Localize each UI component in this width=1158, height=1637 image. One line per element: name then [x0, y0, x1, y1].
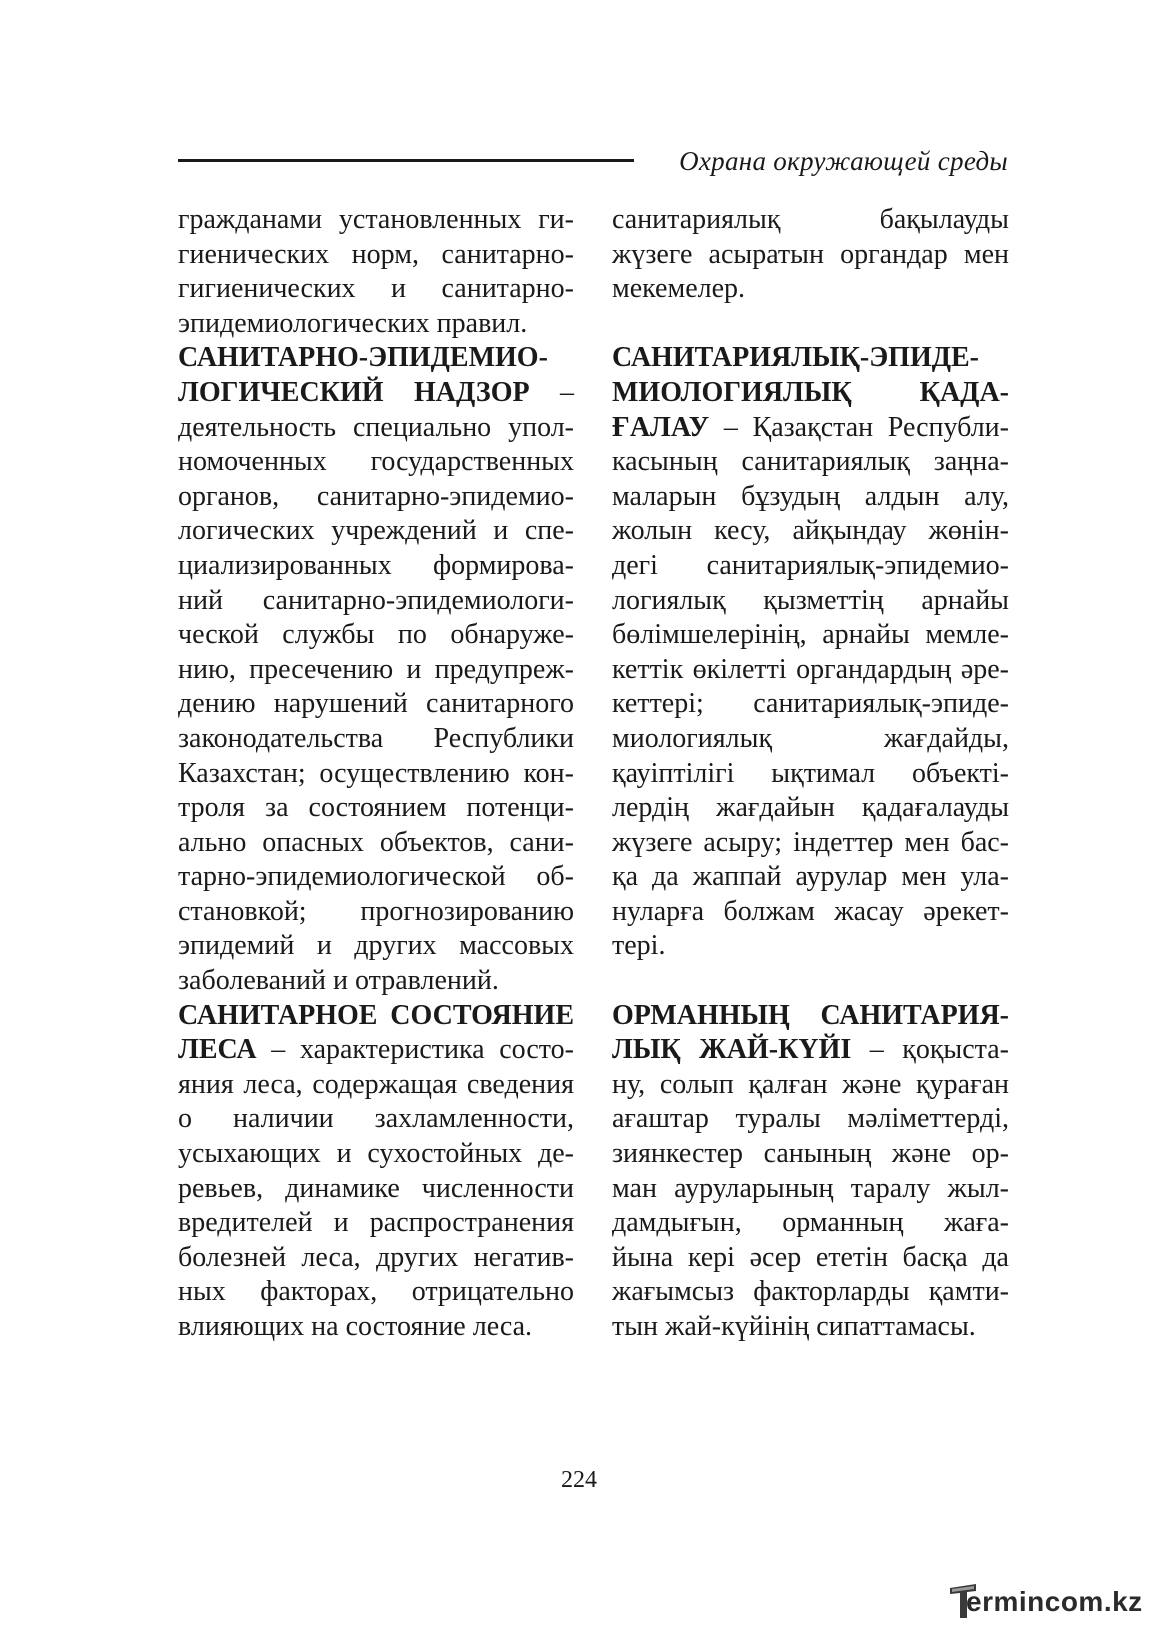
paragraph-gap [612, 307, 1009, 342]
text-line: ну, солып қалған және қураған [612, 1068, 1009, 1100]
watermark-text: ermincom.kz [966, 1586, 1143, 1617]
entry-term: ҒАЛАУ [612, 411, 710, 443]
text-line: законодательства Республики [178, 722, 574, 754]
entry-term-line [178, 1033, 574, 1068]
entry-term: ЛЕСА [178, 1034, 257, 1066]
right-column [612, 203, 1009, 1345]
text-line: усыхающих и сухостойных де- [178, 1138, 574, 1170]
text-line: вредителей и распространения [178, 1207, 574, 1239]
entry-term-line [612, 411, 1009, 446]
text-line: санитариялық бақылауды [612, 204, 1009, 235]
entry-definition-start: – Қазақстан Республи- [709, 411, 1009, 443]
running-title: Охрана окружающей среды [679, 146, 1008, 176]
entry-term: ОРМАННЫҢ САНИТАРИЯ- [612, 999, 1009, 1031]
entry-term: САНИТАРНО-ЭПИДЕМИО- [178, 342, 548, 374]
text-line: тарно-эпидемиологической об- [178, 861, 574, 893]
entry-definition-start: – қоқыста- [851, 1034, 1010, 1066]
text-line: нию, пресечению и предупреж- [178, 653, 574, 685]
entry-term: ЛЫҚ ЖАЙ-КҮЙІ [612, 1034, 852, 1066]
entry-term: САНИТАРНОЕ СОСТОЯНИЕ [178, 999, 574, 1031]
text-line: о наличии захламленности, [178, 1103, 574, 1135]
text-line: миологиялық жағдайды, [612, 722, 1009, 754]
paragraph-gap [612, 964, 1009, 999]
page-number: 224 [561, 1467, 597, 1493]
entry-definition-start: – характеристика состо- [256, 1034, 574, 1066]
text-line: гражданами установленных ги- [178, 204, 574, 235]
text-line: ческой службы по обнаруже- [178, 619, 574, 651]
text-line: ных факторах, отрицательно [178, 1276, 574, 1308]
text-line: жүзеге асыру; індеттер мен бас- [612, 826, 1009, 858]
text-line: ний санитарно-эпидемиологи- [178, 584, 574, 616]
header-rule [178, 159, 634, 162]
text-line: тын жай-күйінің сипаттамасы. [612, 1311, 976, 1342]
text-line: дамдығын, орманның жаға- [612, 1207, 1009, 1239]
text-line: эпидемий и других массовых [178, 930, 574, 962]
entry-term: ЛОГИЧЕСКИЙ НАДЗОР [178, 376, 530, 408]
text-line: логических учреждений и спе- [178, 515, 574, 547]
text-line: зиянкестер санының және ор- [612, 1138, 1009, 1170]
text-line: ағаштар туралы мәліметтерді, [612, 1103, 1009, 1135]
text-line: заболеваний и отравлений. [178, 965, 499, 997]
text-line: мекемелер. [612, 273, 746, 305]
text-line: гиенических норм, санитарно- [178, 238, 574, 270]
text-line: касының санитариялық заңна- [612, 446, 1009, 478]
text-line: жолын кесу, айқындау жөнін- [612, 515, 1009, 547]
entry-term: САНИТАРИЯЛЫҚ-ЭПИДЕ- [612, 342, 980, 374]
entry-term-line [178, 376, 574, 411]
entry-term-line [612, 1033, 1009, 1068]
text-line: номоченных государственных [178, 446, 574, 478]
left-column [178, 203, 574, 1345]
text-line: дегі санитариялық-эпидемио- [612, 549, 1009, 581]
text-line: жағымсыз факторларды қамти- [612, 1276, 1009, 1308]
entry-dash: – [529, 376, 575, 408]
text-line: ревьев, динамике численности [178, 1172, 574, 1204]
text-line: органов, санитарно-эпидемио- [178, 480, 574, 512]
text-line: кеттік өкілетті органдардың әре- [612, 653, 1009, 685]
text-line: лердің жағдайын қадағалауды [612, 792, 1009, 824]
text-line: тері. [612, 930, 666, 962]
text-line: логиялық қызметтің арнайы [612, 584, 1009, 616]
text-line: бөлімшелерінің, арнайы мемле- [612, 619, 1009, 651]
text-line: қа да жаппай аурулар мен ула- [612, 861, 1009, 893]
text-line: эпидемиологических правил. [178, 307, 528, 339]
watermark [948, 1582, 1143, 1622]
text-line: жүзеге асыратын органдар мен [612, 238, 1009, 270]
text-line: қауіптілігі ықтимал объекті- [612, 757, 1009, 789]
text-line: циализированных формирова- [178, 549, 574, 581]
text-line: болезней леса, других негатив- [178, 1241, 574, 1273]
text-line: нуларға болжам жасау әрекет- [612, 895, 1009, 927]
text-line: кеттері; санитариялық-эпиде- [612, 688, 1009, 720]
text-line: ман ауруларының таралу жыл- [612, 1172, 1009, 1204]
text-line: йына кері әсер ететін басқа да [612, 1241, 1009, 1273]
text-line: гигиенических и санитарно- [178, 273, 574, 305]
text-line: троля за состоянием потенци- [178, 792, 574, 824]
text-line: становкой; прогнозированию [178, 895, 574, 927]
text-line: дению нарушений санитарного [178, 688, 574, 720]
text-line: яния леса, содержащая сведения [178, 1068, 574, 1100]
text-line: Казахстан; осуществлению кон- [178, 757, 574, 789]
text-line: маларын бұзудың алдын алу, [612, 480, 1009, 512]
entry-term: МИОЛОГИЯЛЫҚ ҚАДА- [612, 376, 1009, 408]
text-line: деятельность специально упол- [178, 411, 574, 443]
text-line: ально опасных объектов, сани- [178, 826, 574, 858]
text-line: влияющих на состояние леса. [178, 1311, 533, 1342]
